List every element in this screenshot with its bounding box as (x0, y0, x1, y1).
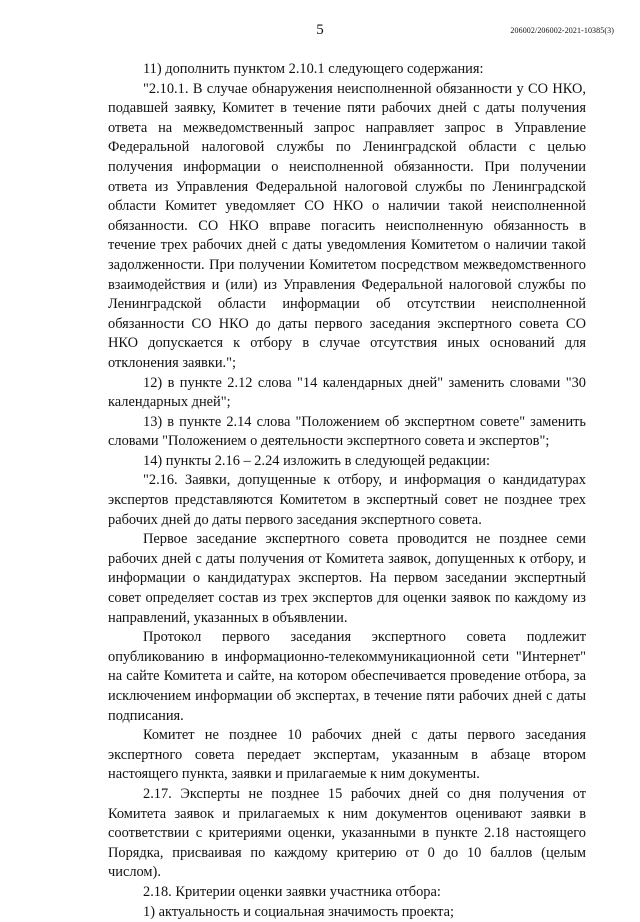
paragraph: 13) в пункте 2.14 слова "Положением об экспертном совете" заменить словами "Положением о деятельности экспертного совета и экспертов"; (108, 413, 586, 450)
paragraph: Первое заседание экспертного совета проводится не позднее семи рабочих дней с даты получения от Комитета заявок, допущенных к отбору, и информации о кандидатурах экспертов. На первом заседании экспертный совет определяет состав из трех экспертов для оценки заявок по каждому из направлений, указанных в объявлении. (108, 531, 586, 626)
paragraph: 11) дополнить пунктом 2.10.1 следующего содержания: (143, 61, 484, 77)
document-code: 206002/206002-2021-10385(3) (510, 26, 614, 35)
paragraph: Комитет не позднее 10 рабочих дней с даты первого заседания экспертного совета передает экспертам, указанным в абзаце втором настоящего пункта, заявки и прилагаемые к ним документы. (108, 727, 586, 783)
paragraph: "2.10.1. В случае обнаружения неисполненной обязанности у СО НКО, подавшей заявку, Комитет в течение пяти рабочих дней с даты получения ответа на межведомственный запрос направляет запрос в Управление Федеральной налоговой службы по Ленинградской области с целью получения информации о неисполненной обязанности. При получении ответа из Управления Федеральной налоговой службы по Ленинградской области Комитет уведомляет СО НКО о наличии такой неисполненной обязанности. СО НКО вправе погасить неисполненную обязанность в течение трех рабочих дней с даты уведомления Комитетом о наличии такой задолженности. При получении Комитетом посредством межведомственного взаимодействия и (или) из Управления Федеральной налоговой службы по Ленинградской области информации об отсутствии неисполненной обязанности СО НКО до даты первого заседания экспертного совета СО НКО допускается к отбору в случае отсутствия иных оснований для отклонения заявки."; (108, 80, 586, 371)
paragraph: 2.18. Критерии оценки заявки участника отбора: (143, 883, 441, 900)
paragraph: 1) актуальность и социальная значимость проекта; (143, 903, 455, 920)
paragraph: 2.17. Эксперты не позднее 15 рабочих дней со дня получения от Комитета заявок и прилагаемых к ним документов оценивают заявки в соответствии с критериями оценки, указанными в пункте 2.18 настоящего Порядка, присваивая по каждому критерию от 0 до 10 баллов (целым числом). (108, 785, 586, 881)
paragraph: 14) пункты 2.16 – 2.24 изложить в следующей редакции: (143, 452, 490, 469)
page-number: 5 (316, 22, 324, 38)
paragraph: 12) в пункте 2.12 слова "14 календарных дней" заменить словами "30 календарных дней"; (108, 374, 586, 411)
document-body (108, 60, 586, 922)
paragraph: Протокол первого заседания экспертного совета подлежит опубликованию в информационно-телекоммуникационной сети "Интернет" на сайте Комитета и сайте, на котором обеспечивается проведение отбора, за исключением информации об экспертах, в течение пяти рабочих дней с даты подписания. (108, 629, 586, 724)
paragraph: "2.16. Заявки, допущенные к отбору, и информация о кандидатурах экспертов представляются Комитетом в экспертный совет не позднее трех рабочих дней до даты первого заседания экспертного совета. (108, 472, 586, 528)
